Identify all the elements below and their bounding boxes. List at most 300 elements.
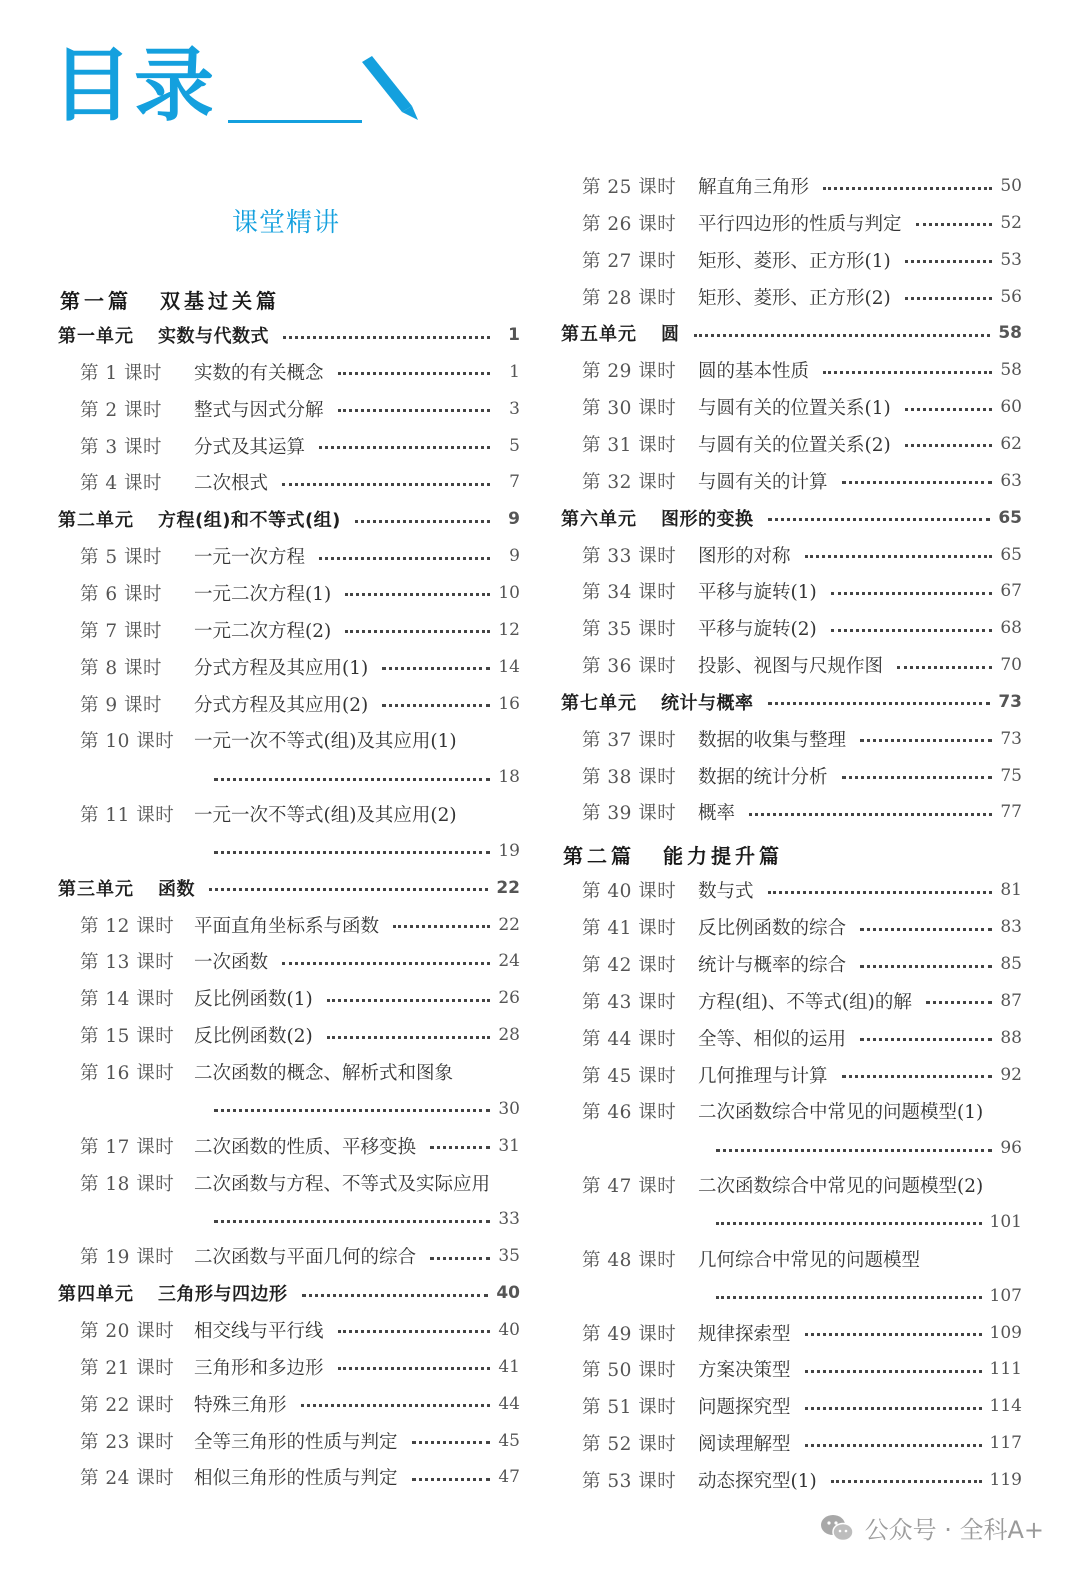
- page-number: 9: [508, 509, 520, 530]
- toc-lesson: [582, 206, 1022, 240]
- lesson-title: 二次函数的性质、平移变换: [194, 1136, 417, 1158]
- toc-lesson: [582, 759, 1022, 793]
- lesson-title: 几何推理与计算: [698, 1065, 828, 1087]
- toc-lesson: [582, 1316, 1022, 1350]
- lesson-title: 相似三角形的性质与判定: [194, 1468, 398, 1490]
- page-number: 96: [1000, 1138, 1022, 1159]
- dot-leader: [905, 260, 992, 263]
- toc-continuation: [214, 1202, 520, 1236]
- toc-unit: [58, 871, 520, 905]
- dot-leader: [823, 187, 992, 190]
- unit-name: 第六单元: [561, 508, 637, 530]
- dot-leader: [860, 1038, 992, 1041]
- dot-leader: [338, 1367, 490, 1370]
- lesson-number: 第 3 课时: [80, 436, 163, 458]
- page-number: 70: [1000, 655, 1022, 676]
- page-number: 45: [498, 1430, 520, 1451]
- toc-lesson: [80, 687, 520, 721]
- unit-title: 函数: [158, 878, 195, 900]
- page-number: 111: [989, 1359, 1022, 1380]
- dot-leader: [842, 481, 992, 484]
- lesson-number: 第 35 课时: [582, 619, 677, 641]
- lesson-number: 第 23 课时: [80, 1431, 175, 1453]
- page-number: 81: [1000, 880, 1022, 901]
- lesson-number: 第 49 课时: [582, 1323, 677, 1345]
- toc-lesson: [582, 984, 1022, 1018]
- dot-leader: [345, 593, 490, 596]
- lesson-title: 数据的统计分析: [698, 766, 828, 788]
- unit-title: 统计与概率: [661, 692, 754, 714]
- lesson-number: 第 27 课时: [582, 250, 677, 272]
- lesson-title: 分式方程及其应用(1): [194, 657, 369, 679]
- unit-name: 第五单元: [561, 324, 637, 346]
- toc-lesson: [80, 1018, 520, 1052]
- lesson-number: 第 38 课时: [582, 766, 677, 788]
- lesson-number: 第 42 课时: [582, 955, 677, 976]
- page-number: 62: [1000, 433, 1022, 454]
- toc-lesson: [582, 280, 1022, 314]
- lesson-number: 第 47 课时: [582, 1176, 677, 1198]
- page-number: 63: [1000, 470, 1022, 491]
- lesson-title: 二次函数综合中常见的问题模型(1): [698, 1102, 984, 1124]
- lesson-title: 与圆有关的位置关系(1): [698, 398, 891, 420]
- toc-lesson: [80, 1166, 520, 1200]
- page-number: 7: [509, 472, 520, 493]
- page-number: 88: [1000, 1027, 1022, 1048]
- unit-name: 第七单元: [561, 692, 637, 714]
- toc-lesson: [582, 611, 1022, 645]
- lesson-number: 第 18 课时: [80, 1173, 175, 1195]
- page-number: 18: [498, 767, 520, 788]
- dot-leader: [355, 520, 490, 523]
- page-number: 60: [1000, 397, 1022, 418]
- page-number: 30: [498, 1098, 520, 1119]
- page-number: 50: [1000, 176, 1022, 196]
- dot-leader: [338, 372, 490, 375]
- lesson-number: 第 21 课时: [80, 1357, 175, 1379]
- page-number: 44: [498, 1393, 520, 1414]
- toc-lesson: [80, 908, 520, 942]
- lesson-title: 二次函数与平面几何的综合: [194, 1247, 417, 1269]
- toc-unit: [58, 318, 520, 352]
- lesson-number: 第 9 课时: [80, 694, 163, 716]
- page-number: 77: [1000, 802, 1022, 823]
- lesson-title: 概率: [698, 803, 736, 825]
- page-number: 3: [509, 398, 520, 419]
- unit-title: 图形的变换: [661, 508, 754, 530]
- toc-lesson: [80, 539, 520, 573]
- part-title: 能力提升篇: [663, 843, 783, 868]
- page-number: 119: [989, 1469, 1022, 1490]
- toc-continuation: [716, 1131, 1022, 1165]
- lesson-number: 第 34 课时: [582, 582, 677, 604]
- dot-leader: [430, 1146, 490, 1149]
- toc-lesson: [80, 1460, 520, 1494]
- lesson-number: 第 29 课时: [582, 361, 677, 383]
- dot-leader: [430, 1257, 490, 1260]
- lesson-number: 第 41 课时: [582, 918, 677, 940]
- page-number: 12: [498, 619, 520, 640]
- unit-title: 实数与代数式: [158, 326, 269, 347]
- dot-leader: [860, 965, 992, 968]
- dot-leader: [905, 408, 992, 411]
- toc-lesson: [80, 944, 520, 978]
- page-number: 83: [1000, 917, 1022, 938]
- dot-leader: [823, 371, 992, 374]
- page-number: 33: [498, 1209, 520, 1230]
- toc-continuation: [214, 834, 520, 868]
- page-number: 24: [498, 951, 520, 972]
- toc-lesson: [582, 353, 1022, 387]
- page-number: 22: [498, 914, 520, 935]
- toc-lesson: [582, 243, 1022, 277]
- page-number: 117: [989, 1433, 1022, 1454]
- dot-leader: [768, 891, 992, 894]
- dot-leader: [345, 630, 490, 633]
- lesson-title: 一元二次方程(2): [194, 620, 332, 642]
- toc-unit: [58, 1276, 520, 1310]
- page-number: 67: [1000, 581, 1022, 602]
- toc-continuation: [214, 760, 520, 794]
- dot-leader: [716, 1149, 992, 1152]
- page-number: 47: [498, 1467, 520, 1488]
- lesson-number: 第 4 课时: [80, 473, 163, 495]
- toc-lesson: [80, 465, 520, 499]
- dot-leader: [916, 223, 992, 226]
- lesson-number: 第 26 课时: [582, 213, 677, 235]
- dot-leader: [302, 1294, 489, 1297]
- toc-continuation: [214, 1092, 520, 1126]
- page-number: 28: [498, 1025, 520, 1046]
- dot-leader: [319, 557, 490, 560]
- page-number: 1: [509, 361, 520, 382]
- dot-leader: [319, 446, 490, 449]
- dot-leader: [897, 666, 992, 669]
- lesson-title: 一元二次方程(1): [194, 583, 332, 605]
- toc-lesson: [80, 429, 520, 463]
- dot-leader: [338, 1330, 490, 1333]
- lesson-number: 第 25 课时: [582, 177, 677, 198]
- lesson-title: 反比例函数(2): [194, 1026, 313, 1048]
- page-number: 73: [1000, 728, 1022, 749]
- toc-lesson: [582, 1352, 1022, 1386]
- lesson-number: 第 2 课时: [80, 399, 163, 421]
- page-number: 58: [1000, 360, 1022, 381]
- toc-lesson: [582, 1021, 1022, 1055]
- lesson-number: 第 32 课时: [582, 471, 677, 493]
- toc-lesson: [582, 574, 1022, 608]
- lesson-title: 动态探究型(1): [698, 1470, 817, 1492]
- part-title: 双基过关篇: [160, 288, 280, 313]
- page-number: 40: [498, 1319, 520, 1340]
- lesson-title: 阅读理解型: [698, 1434, 791, 1456]
- page-number: 10: [498, 582, 520, 603]
- toc-lesson: [582, 169, 1022, 203]
- dot-leader: [393, 925, 490, 928]
- lesson-title: 二次函数与方程、不等式及实际应用: [194, 1173, 491, 1195]
- dot-leader: [831, 629, 992, 632]
- lesson-number: 第 33 课时: [582, 545, 677, 567]
- dot-leader: [805, 1370, 982, 1373]
- lesson-number: 第 28 课时: [582, 287, 677, 309]
- lesson-number: 第 20 课时: [80, 1320, 175, 1342]
- lesson-number: 第 7 课时: [80, 620, 163, 642]
- lesson-title: 反比例函数(1): [194, 989, 313, 1011]
- lesson-number: 第 44 课时: [582, 1028, 677, 1050]
- dot-leader: [382, 704, 490, 707]
- lesson-number: 第 50 课时: [582, 1360, 677, 1382]
- dot-leader: [768, 702, 991, 705]
- dot-leader: [749, 813, 992, 816]
- page-number: 53: [1000, 249, 1022, 270]
- lesson-title: 数据的收集与整理: [698, 729, 847, 751]
- toc-continuation: [716, 1279, 1022, 1313]
- page-number: 101: [989, 1211, 1022, 1232]
- page-number: 19: [498, 840, 520, 861]
- lesson-title: 全等三角形的性质与判定: [194, 1431, 398, 1453]
- lesson-number: 第 31 课时: [582, 434, 677, 456]
- dot-leader: [412, 1441, 490, 1444]
- lesson-number: 第 17 课时: [80, 1136, 175, 1158]
- dot-leader: [768, 518, 991, 521]
- lesson-title: 与圆有关的计算: [698, 471, 828, 493]
- page-number: 75: [1000, 765, 1022, 786]
- lesson-title: 整式与因式分解: [194, 399, 324, 421]
- lesson-title: 一次函数: [194, 952, 269, 974]
- dot-leader: [214, 1109, 490, 1112]
- dot-leader: [283, 336, 490, 339]
- toc-lesson: [80, 613, 520, 647]
- lesson-number: 第 40 课时: [582, 881, 677, 903]
- dot-leader: [805, 1333, 982, 1336]
- page-number: 56: [1000, 286, 1022, 307]
- part-heading: [60, 280, 520, 318]
- lesson-title: 数与式: [698, 881, 754, 903]
- toc-lesson: [582, 1389, 1022, 1423]
- lesson-number: 第 30 课时: [582, 398, 677, 420]
- lesson-number: 第 36 课时: [582, 656, 677, 678]
- lesson-title: 统计与概率的综合: [698, 955, 847, 976]
- dot-leader: [327, 999, 490, 1002]
- part-heading: [563, 835, 1022, 873]
- lesson-number: 第 52 课时: [582, 1434, 677, 1456]
- page-number: 5: [509, 435, 520, 456]
- toc-lesson: [582, 873, 1022, 907]
- lesson-title: 二次函数的概念、解析式和图象: [194, 1063, 454, 1084]
- page-number: 40: [496, 1283, 520, 1304]
- dot-leader: [214, 778, 490, 781]
- toc-lesson: [582, 795, 1022, 829]
- header-underline: [228, 120, 362, 123]
- watermark: [819, 1510, 1044, 1545]
- page-number: 31: [498, 1135, 520, 1156]
- lesson-number: 第 46 课时: [582, 1102, 677, 1124]
- dot-leader: [382, 667, 490, 670]
- page-number: 1: [508, 325, 520, 345]
- toc-lesson: [582, 1426, 1022, 1460]
- lesson-title: 分式方程及其应用(2): [194, 694, 369, 716]
- lesson-title: 图形的对称: [698, 545, 791, 567]
- dot-leader: [716, 1222, 982, 1225]
- lesson-title: 平行四边形的性质与判定: [698, 213, 902, 235]
- dot-leader: [282, 483, 490, 486]
- dot-leader: [805, 1444, 982, 1447]
- lesson-title: 平面直角坐标系与函数: [194, 915, 380, 937]
- unit-name: 第四单元: [58, 1284, 134, 1306]
- toc-lesson: [582, 464, 1022, 498]
- page-number: 65: [998, 507, 1022, 528]
- lesson-number: 第 53 课时: [582, 1470, 677, 1492]
- dot-leader: [905, 444, 992, 447]
- lesson-title: 解直角三角形: [698, 177, 810, 198]
- lesson-number: 第 15 课时: [80, 1026, 175, 1048]
- lesson-title: 圆的基本性质: [698, 361, 810, 383]
- toc-lesson: [80, 1387, 520, 1421]
- dot-leader: [282, 962, 490, 965]
- lesson-title: 实数的有关概念: [194, 362, 324, 384]
- page-number: 68: [1000, 618, 1022, 639]
- pen-icon: [358, 54, 422, 124]
- toc-lesson: [80, 1313, 520, 1347]
- part-name: 第二篇: [563, 843, 635, 868]
- lesson-number: 第 22 课时: [80, 1394, 175, 1416]
- dot-leader: [842, 776, 992, 779]
- unit-name: 第二单元: [58, 510, 134, 532]
- dot-leader: [860, 739, 992, 742]
- dot-leader: [301, 1404, 490, 1407]
- toc-lesson: [582, 648, 1022, 682]
- toc-lesson: [582, 1094, 1022, 1128]
- lesson-title: 规律探索型: [698, 1323, 791, 1345]
- lesson-title: 问题探究型: [698, 1397, 791, 1419]
- toc-continuation: [716, 1205, 1022, 1239]
- toc-lesson: [582, 1242, 1022, 1276]
- toc-lesson: [80, 355, 520, 389]
- lesson-title: 一元一次不等式(组)及其应用(1): [194, 731, 457, 753]
- lesson-title: 二次函数综合中常见的问题模型(2): [698, 1176, 984, 1198]
- toc-lesson: [80, 1424, 520, 1458]
- lesson-number: 第 12 课时: [80, 915, 175, 937]
- dot-leader: [831, 1480, 982, 1483]
- toc-unit: [561, 316, 1022, 350]
- lesson-number: 第 1 课时: [80, 362, 163, 384]
- page-number: 109: [989, 1322, 1022, 1343]
- unit-title: 方程(组)和不等式(组): [158, 510, 341, 532]
- part-name: 第一篇: [60, 288, 132, 313]
- watermark-text: 公众号 · 全科A+: [864, 1516, 1044, 1544]
- lesson-number: 第 5 课时: [80, 547, 163, 569]
- toc-lesson: [582, 427, 1022, 461]
- toc-lesson: [582, 1168, 1022, 1202]
- lesson-title: 平移与旋转(2): [698, 619, 817, 641]
- section-title: 课堂精讲: [232, 208, 341, 238]
- lesson-number: 第 37 课时: [582, 729, 677, 751]
- lesson-title: 投影、视图与尺规作图: [698, 656, 884, 678]
- toc-unit: [561, 685, 1022, 719]
- page-number: 107: [989, 1285, 1022, 1306]
- dot-leader: [805, 555, 992, 558]
- lesson-title: 二次根式: [194, 473, 269, 495]
- toc-lesson: [582, 390, 1022, 424]
- page-number: 16: [498, 693, 520, 714]
- page-number: 14: [498, 656, 520, 677]
- lesson-number: 第 8 课时: [80, 657, 163, 679]
- lesson-number: 第 16 课时: [80, 1063, 175, 1084]
- lesson-number: 第 14 课时: [80, 989, 175, 1011]
- page-number: 87: [1000, 990, 1022, 1011]
- lesson-number: 第 43 课时: [582, 991, 677, 1013]
- lesson-number: 第 6 课时: [80, 583, 163, 605]
- unit-name: 第一单元: [58, 326, 134, 347]
- dot-leader: [905, 297, 992, 300]
- unit-name: 第三单元: [58, 878, 134, 900]
- lesson-title: 与圆有关的位置关系(2): [698, 434, 891, 456]
- lesson-title: 分式及其运算: [194, 436, 306, 458]
- lesson-number: 第 19 课时: [80, 1247, 175, 1269]
- page-number: 58: [998, 323, 1022, 344]
- lesson-title: 方程(组)、不等式(组)的解: [698, 991, 912, 1013]
- page-number: 85: [1000, 954, 1022, 974]
- page-number: 9: [509, 546, 520, 567]
- lesson-title: 几何综合中常见的问题模型: [698, 1249, 921, 1271]
- lesson-title: 三角形和多边形: [194, 1357, 324, 1379]
- toc-lesson: [80, 1239, 520, 1273]
- lesson-number: 第 48 课时: [582, 1249, 677, 1271]
- toc-lesson: [582, 947, 1022, 981]
- toc-lesson: [80, 1129, 520, 1163]
- lesson-title: 反比例函数的综合: [698, 918, 847, 940]
- page-title: 目录: [52, 39, 216, 132]
- lesson-title: 平移与旋转(1): [698, 582, 817, 604]
- toc-lesson: [80, 650, 520, 684]
- wechat-icon: [819, 1513, 855, 1543]
- toc-lesson: [80, 392, 520, 426]
- lesson-number: 第 11 课时: [80, 805, 175, 827]
- page-number: 65: [1000, 544, 1022, 565]
- dot-leader: [214, 1220, 490, 1223]
- dot-leader: [694, 334, 991, 337]
- page-number: 41: [498, 1356, 520, 1377]
- toc-lesson: [582, 722, 1022, 756]
- dot-leader: [926, 1001, 992, 1004]
- dot-leader: [860, 928, 992, 931]
- dot-leader: [831, 592, 992, 595]
- page-number: 73: [998, 691, 1022, 712]
- dot-leader: [209, 888, 488, 891]
- lesson-number: 第 24 课时: [80, 1468, 175, 1490]
- dot-leader: [842, 1075, 992, 1078]
- dot-leader: [805, 1407, 982, 1410]
- lesson-number: 第 39 课时: [582, 803, 677, 825]
- dot-leader: [716, 1296, 982, 1299]
- unit-title: 圆: [661, 324, 680, 346]
- toc-lesson: [80, 1350, 520, 1384]
- dot-leader: [214, 851, 490, 854]
- page-number: 52: [1000, 212, 1022, 233]
- toc-lesson: [80, 981, 520, 1015]
- toc-lesson: [582, 1463, 1022, 1497]
- dot-leader: [338, 409, 490, 412]
- page-number: 22: [496, 877, 520, 898]
- lesson-title: 矩形、菱形、正方形(1): [698, 250, 891, 272]
- toc-unit: [561, 501, 1022, 535]
- lesson-title: 一元一次不等式(组)及其应用(2): [194, 805, 457, 827]
- lesson-number: 第 51 课时: [582, 1397, 677, 1419]
- dot-leader: [327, 1036, 490, 1039]
- page-number: 35: [498, 1246, 520, 1267]
- lesson-title: 方案决策型: [698, 1360, 791, 1382]
- toc-lesson: [80, 723, 520, 757]
